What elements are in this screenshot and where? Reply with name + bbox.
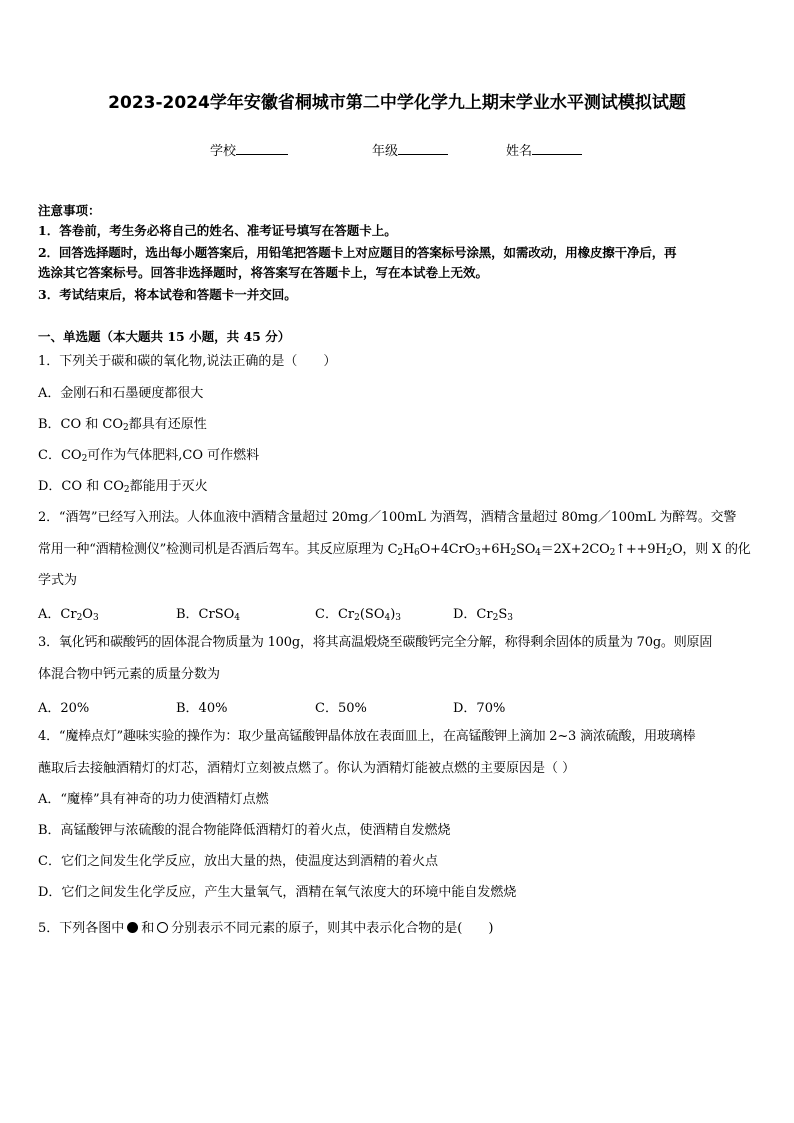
stem-text: H xyxy=(402,542,415,557)
subscript: 2 xyxy=(510,548,516,558)
option-text: D．CO 和 CO xyxy=(38,479,124,494)
question-1-option-a[interactable]: A．金刚石和石墨硬度都很大 xyxy=(38,386,204,401)
option-text: S xyxy=(498,607,508,622)
notice-item-2-line-1: 2．回答选择题时，选出每小题答案后，用铅笔把答题卡上对应题目的答案标号涂黑，如需改动，用橡皮擦干净后，再 xyxy=(38,245,677,260)
subscript: 6 xyxy=(414,548,420,558)
school-field[interactable] xyxy=(210,140,288,159)
question-5-stem xyxy=(38,920,493,938)
stem-text: SO xyxy=(516,542,536,557)
notice-heading: 注意事项： xyxy=(38,203,101,218)
stem-text: 和 xyxy=(141,921,155,936)
option-text: C．Cr xyxy=(315,607,355,622)
option-text: 都具有还原性 xyxy=(128,417,207,432)
question-2-option-b[interactable] xyxy=(176,603,240,622)
subscript: 2 xyxy=(76,613,83,623)
subscript: 3 xyxy=(395,613,402,623)
question-3-option-d[interactable]: D．70% xyxy=(453,701,506,716)
question-4-option-c[interactable]: C．它们之间发生化学反应，放出大量的热，使温度达到酒精的着火点 xyxy=(38,854,438,869)
option-text: D．Cr xyxy=(453,607,493,622)
option-text: 都能用于灭火 xyxy=(129,479,208,494)
subscript: 2 xyxy=(492,613,499,623)
question-4-line-2: 蘸取后去接触酒精灯的灯芯，酒精灯立刻被点燃了。你认为酒精灯能被点燃的主要原因是（ ） xyxy=(38,761,576,776)
subscript: 4 xyxy=(384,613,391,623)
stem-text: ＝2X+2CO xyxy=(540,542,610,557)
stem-text: O+4CrO xyxy=(419,542,476,557)
stem-text: ↑++9H xyxy=(615,542,667,557)
question-1-option-c[interactable] xyxy=(38,447,259,465)
question-2-option-a[interactable] xyxy=(38,603,99,622)
stem-text: 常用一种“酒精检测仪”检测司机是否酒后驾车。其反应原理为 C xyxy=(38,542,398,557)
notice-item-2-line-2: 选涂其它答案标号。回答非选择题时，将答案写在答题卡上，写在本试卷上无效。 xyxy=(38,265,489,280)
grade-label: 年级 xyxy=(372,144,399,159)
question-3-line-1: 3．氧化钙和碳酸钙的固体混合物质量为 100g，将其高温煅烧至碳酸钙完全分解，称得剩余固体的质量为 70g。则原固 xyxy=(38,635,713,650)
hollow-atom-icon xyxy=(157,922,168,933)
stem-text: 5．下列各图中 xyxy=(38,921,125,936)
question-1-option-d[interactable] xyxy=(38,478,208,496)
subscript: 3 xyxy=(507,613,513,623)
question-2-option-c[interactable] xyxy=(315,603,401,622)
question-3-option-b[interactable]: B．40% xyxy=(176,701,228,716)
grade-field[interactable] xyxy=(372,140,448,159)
stem-text: 分别表示不同元素的原子，则其中表示化合物的是( ) xyxy=(171,921,494,936)
question-3-line-2: 体混合物中钙元素的质量分数为 xyxy=(38,667,221,682)
subscript: 2 xyxy=(397,548,403,558)
subscript: 3 xyxy=(92,613,99,623)
name-label: 姓名 xyxy=(506,144,533,159)
grade-blank[interactable] xyxy=(398,141,448,155)
notice-item-3: 3．考试结束后，将本试卷和答题卡一并交回。 xyxy=(38,287,297,302)
question-3-option-a[interactable]: A．20% xyxy=(38,701,90,716)
school-blank[interactable] xyxy=(236,141,288,155)
notice-item-1: 1．答卷前，考生务必将自己的姓名、准考证号填写在答题卡上。 xyxy=(38,223,397,238)
question-2-line-3: 学式为 xyxy=(38,573,78,588)
question-1-option-b[interactable] xyxy=(38,416,207,434)
section-heading: 一、单选题（本大题共 15 小题，共 45 分） xyxy=(38,329,291,344)
subscript: 2 xyxy=(81,454,88,464)
school-label: 学校 xyxy=(210,144,237,159)
name-field[interactable] xyxy=(506,140,582,159)
subscript: 4 xyxy=(234,613,241,623)
name-blank[interactable] xyxy=(532,141,582,155)
subscript: 3 xyxy=(475,548,481,558)
subscript: 4 xyxy=(535,548,541,558)
question-4-option-b[interactable]: B．高锰酸钾与浓硫酸的混合物能降低酒精灯的着火点，使酒精自发燃烧 xyxy=(38,823,451,838)
question-4-option-d[interactable]: D．它们之间发生化学反应，产生大量氧气，酒精在氧气浓度大的环境中能自发燃烧 xyxy=(38,885,517,900)
option-text: ) xyxy=(390,607,396,622)
question-1-stem: 1．下列关于碳和碳的氧化物,说法正确的是（ ） xyxy=(38,354,337,369)
subscript: 2 xyxy=(609,548,616,558)
subscript: 2 xyxy=(666,548,672,558)
option-text: B．CO 和 CO xyxy=(38,417,124,432)
question-2-option-d[interactable] xyxy=(453,603,513,622)
question-2-line-2 xyxy=(38,541,751,559)
question-2-line-1: 2．“酒驾”已经写入刑法。人体血液中酒精含量超过 20mg／100mL 为酒驾，酒精含量超过 80mg／100mL 为醉驾。交警 xyxy=(38,510,737,525)
student-info-row xyxy=(0,140,794,160)
subscript: 2 xyxy=(123,423,129,433)
question-3-option-c[interactable]: C．50% xyxy=(315,701,367,716)
option-text: A．Cr xyxy=(38,607,77,622)
page-title: 2023-2024学年安徽省桐城市第二中学化学九上期末学业水平测试模拟试题 xyxy=(108,93,686,113)
option-text: 可作为气体肥料,CO 可作燃料 xyxy=(87,448,260,463)
subscript: 2 xyxy=(123,485,130,495)
option-text: B．CrSO xyxy=(176,607,235,622)
option-text: C．CO xyxy=(38,448,82,463)
stem-text: +6H xyxy=(480,542,511,557)
option-text: O xyxy=(82,607,93,622)
question-4-option-a[interactable]: A．“魔棒”具有神奇的功力使酒精灯点燃 xyxy=(38,792,269,807)
question-4-line-1: 4．“魔棒点灯”趣味实验的操作为：取少量高锰酸钾晶体放在表面皿上，在高锰酸钾上滴加 2~3 滴浓硫酸，用玻璃棒 xyxy=(38,729,696,744)
filled-atom-icon xyxy=(127,922,138,933)
subscript: 2 xyxy=(354,613,360,623)
stem-text: O，则 X 的化 xyxy=(671,542,751,557)
option-text: (SO xyxy=(359,607,385,622)
